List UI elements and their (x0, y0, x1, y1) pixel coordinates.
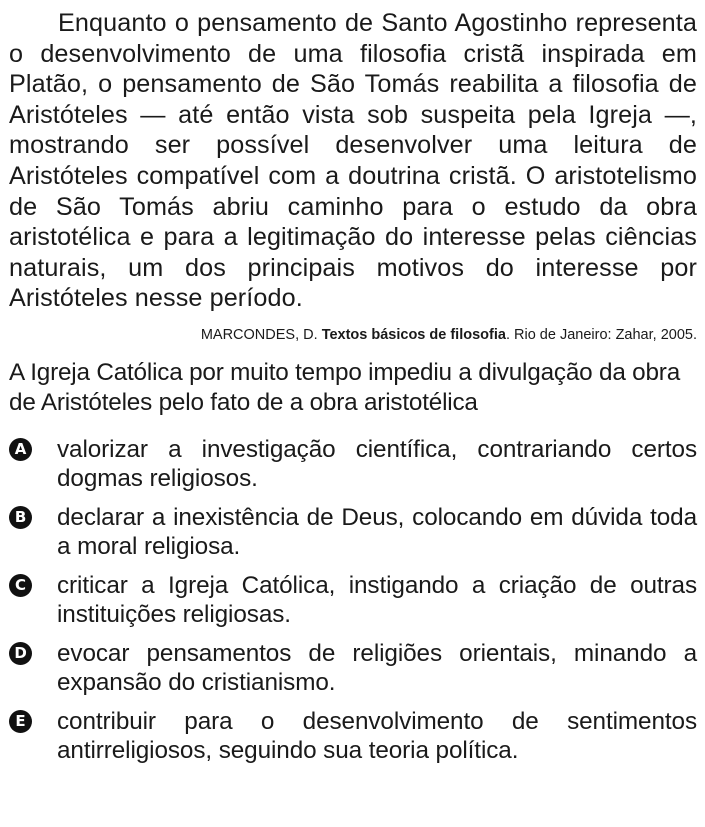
option-b-letter-badge: B (9, 506, 32, 529)
citation-author: MARCONDES, D. (200, 326, 318, 343)
option-a-text: valorizar a investigação científica, contrariando certos dogmas religiosos. (57, 435, 697, 492)
citation (9, 326, 697, 344)
option-b[interactable] (9, 503, 697, 561)
option-d-letter-badge: D (9, 642, 32, 665)
option-c-letter-badge: C (9, 574, 32, 597)
option-e-letter-badge: E (9, 710, 32, 733)
citation-publication: . Rio de Janeiro: Zahar, 2005. (505, 326, 697, 343)
citation-title: Textos básicos de filosofia (321, 326, 506, 343)
option-a-letter-badge: A (9, 438, 32, 461)
option-c[interactable] (9, 571, 697, 629)
question-stem: A Igreja Católica por muito tempo impediu a divulgação da obra de Aristóteles pelo fato de a obra aristotélica (9, 358, 681, 416)
option-c-text: criticar a Igreja Católica, instigando a criação de outras instituições religiosas. (57, 571, 697, 628)
option-e[interactable] (9, 707, 697, 765)
option-a[interactable] (9, 435, 697, 493)
question-page (9, 8, 697, 775)
option-d[interactable] (9, 639, 697, 697)
option-d-text: evocar pensamentos de religiões orientais, minando a expansão do cristianismo. (57, 639, 697, 696)
answer-options (9, 435, 697, 765)
passage-text: Enquanto o pensamento de Santo Agostinho representa o desenvolvimento de uma filosofia cristã inspirada em Platão, o pensamento de São Tomás reabilita a filosofia de Aristóteles — até então vista sob suspeita pela Igreja —, mostrando ser possível desenvolver uma leitura de Aristóteles compatível com a doutrina cristã. O aristotelismo de São Tomás abriu caminho para o estudo da obra aristotélica e para a legitimação do interesse pelas ciências naturais, um dos principais motivos do interesse por Aristóteles nesse período. (9, 9, 697, 313)
option-e-text: contribuir para o desenvolvimento de sentimentos antirreligiosos, seguindo sua teoria política. (57, 707, 697, 764)
option-b-text: declarar a inexistência de Deus, colocando em dúvida toda a moral religiosa. (57, 503, 697, 560)
